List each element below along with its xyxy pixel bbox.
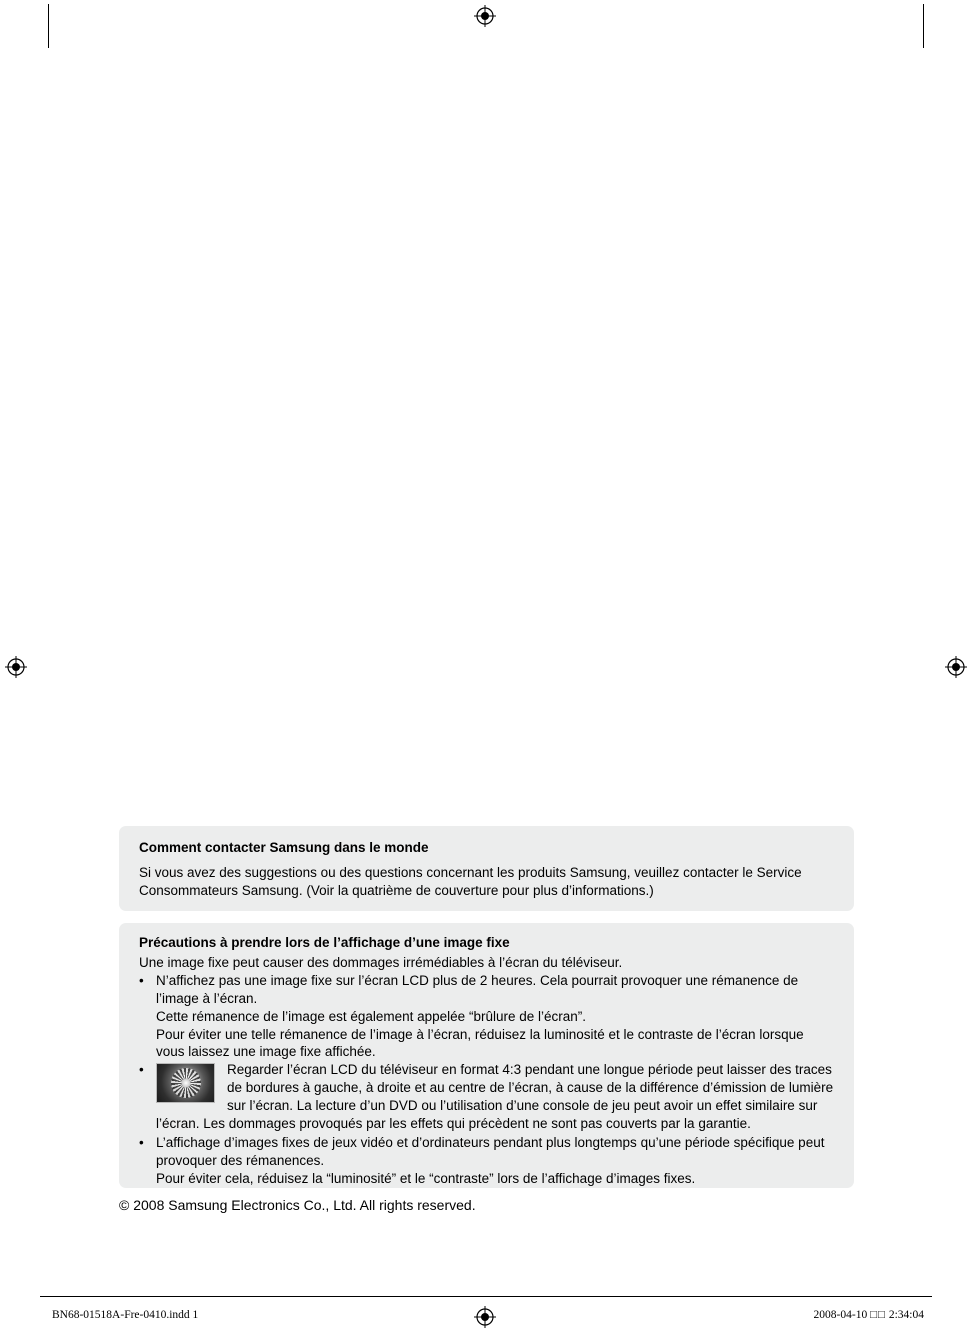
precaution-bullet-static-image <box>139 972 834 1061</box>
contact-panel-body: Si vous avez des suggestions ou des questions concernant les produits Samsung, veuillez contacter le Service Consommateurs Samsung. (Voir la quatrième de couverture pour plus d’informations.) <box>139 865 802 899</box>
contact-samsung-panel <box>119 826 854 911</box>
precaution-bullet-video-games <box>139 1134 834 1187</box>
bullet-line: N’affichez pas une image fixe sur l’écran LCD plus de 2 heures. Cela pourrait provoquer une rémanence de l’image à l’écran. <box>156 973 799 1006</box>
contact-panel-title: Comment contacter Samsung dans le monde <box>139 840 429 855</box>
bullet-line: Pour éviter cela, réduisez la “luminosité” et le “contraste” lors de l’affichage d’images fixes. <box>156 1171 696 1186</box>
precaution-bullet-4-3-format <box>139 1061 834 1132</box>
precautions-panel-title: Précautions à prendre lors de l’affichage d’une image fixe <box>139 935 510 950</box>
footer-locale-marker: □□ <box>870 1309 886 1321</box>
bullet-marker-icon: • <box>139 1135 144 1151</box>
bullet-body <box>156 1061 834 1132</box>
footer-divider <box>40 1296 932 1297</box>
registration-target-left <box>5 656 27 678</box>
crop-mark-top-right <box>923 4 924 48</box>
registration-target-bottom <box>474 1306 496 1328</box>
footer-time: 2:34:04 <box>888 1309 924 1321</box>
footer-file-name: BN68-01518A-Fre-0410.indd 1 <box>52 1309 199 1321</box>
screen-burn-example-image <box>156 1063 215 1103</box>
bullet-line: Regarder l’écran LCD du téléviseur en format 4:3 pendant une longue période peut laisser des traces de bordures à gauche, à droite et au centre de l’écran, à cause de la différence d’émission de lumière sur l’écran. La lecture d’un DVD ou l’utilisation d’une console de jeu peut avoir un effet similaire sur l’écran. Les dommages provoqués par les effets qui précèdent ne sont pas couverts par la garantie. <box>156 1062 834 1131</box>
copyright-notice: © 2008 Samsung Electronics Co., Ltd. All rights reserved. <box>119 1197 476 1213</box>
registration-target-top <box>474 5 496 27</box>
bullet-line: L’affichage d’images fixes de jeux vidéo et d’ordinateurs pendant plus longtemps qu’une période spécifique peut provoquer des rémanences. <box>156 1135 825 1169</box>
precautions-intro-text: Une image fixe peut causer des dommages irrémédiables à l’écran du téléviseur. <box>139 955 623 971</box>
still-image-precautions-panel <box>119 923 854 1188</box>
bullet-body <box>156 972 834 1061</box>
crop-mark-top-left <box>48 4 49 48</box>
bullet-line: Cette rémanence de l’image est également appelée “brûlure de l’écran”. <box>156 1008 586 1024</box>
footer-date: 2008-04-10 <box>813 1309 868 1321</box>
registration-target-right <box>945 656 967 678</box>
bullet-marker-icon: • <box>139 1062 144 1078</box>
bullet-body <box>156 1134 834 1187</box>
bullet-marker-icon: • <box>139 973 144 989</box>
bullet-line: Pour éviter une telle rémanence de l’image à l’écran, réduisez la luminosité et le contraste de l’écran lorsque vous laissez une image fixe affichée. <box>156 1026 804 1060</box>
footer-timestamp <box>814 1309 924 1321</box>
